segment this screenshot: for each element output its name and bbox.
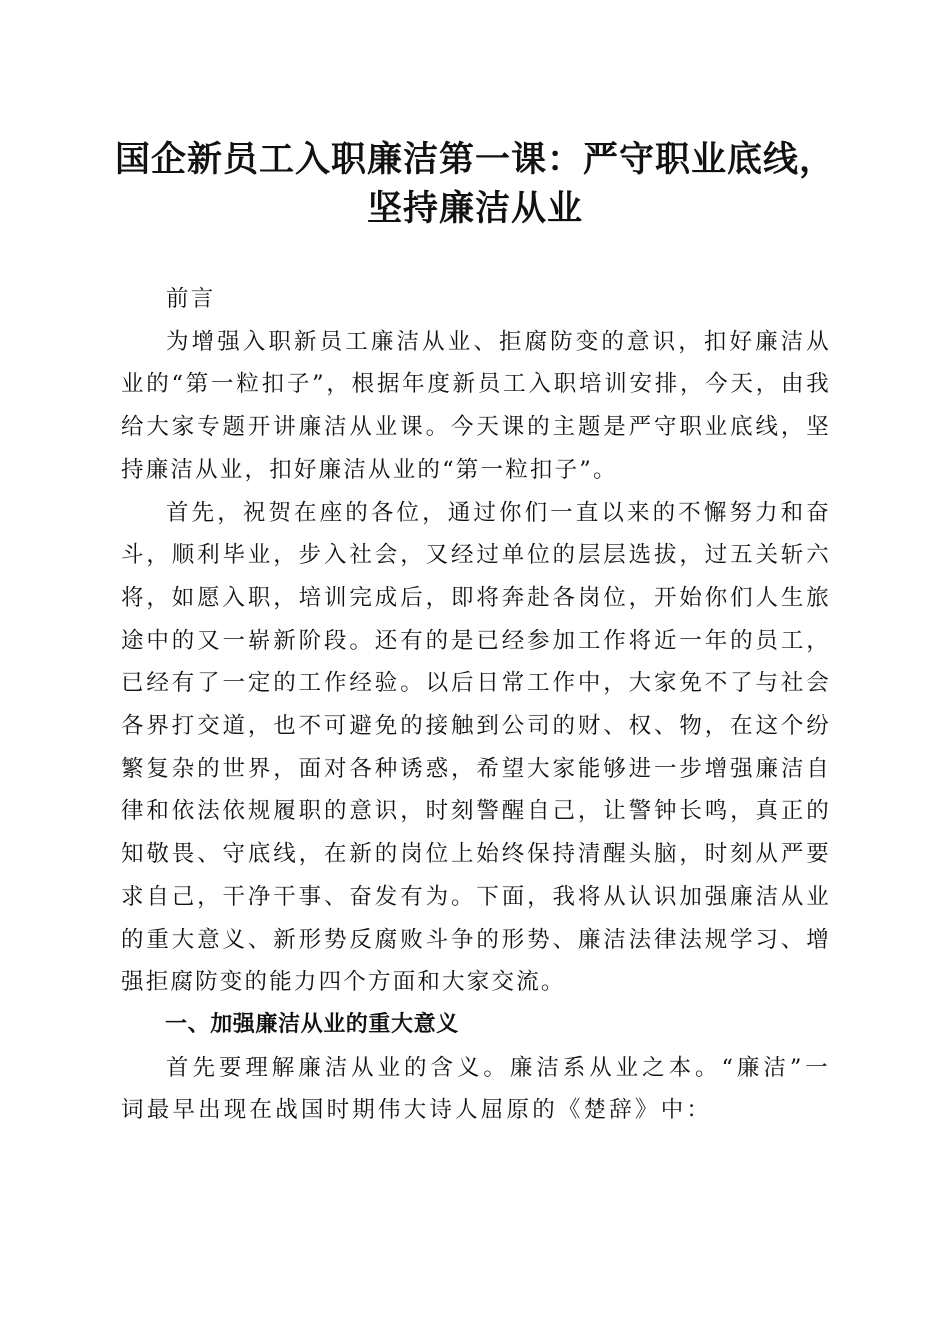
document-body: [121, 278, 831, 1132]
document-title-line-2: 坚持廉洁从业: [366, 188, 583, 229]
body-paragraph: 首先，祝贺在座的各位，通过你们一直以来的不懈努力和奋斗，顺利毕业，步入社会，又经过单位的层层选拔，过五关斩六将，如愿入职，培训完成后，即将奔赴各岗位，开始你们人生旅途中的又一崭新阶段。还有的是已经参加工作将近一年的员工，已经有了一定的工作经验。以后日常工作中，大家免不了与社会各界打交道，也不可避免的接触到公司的财、权、物，在这个纷繁复杂的世界，面对各种诱惑，希望大家能够进一步增强廉洁自律和依法依规履职的意识，时刻警醒自己，让警钟长鸣，真正的知敬畏、守底线，在新的岗位上始终保持清醒头脑，时刻从严要求自己，干净干事、奋发有为。下面，我将从认识加强廉洁从业的重大意义、新形势反腐败斗争的形势、廉洁法律法规学习、增强拒腐防变的能力四个方面和大家交流。: [121, 499, 831, 996]
body-paragraph: 首先要理解廉洁从业的含义。廉洁系从业之本。“廉洁”一词最早出现在战国时期伟大诗人屈原的《楚辞》中：: [121, 1054, 831, 1124]
preface-label: 前言: [166, 286, 216, 312]
section-heading: 一、加强廉洁从业的重大意义: [165, 1011, 459, 1037]
document-title-line-1: 国企新员工入职廉洁第一课：严守职业底线，: [114, 139, 835, 180]
body-paragraph: 为增强入职新员工廉洁从业、拒腐防变的意识，扣好廉洁从业的“第一粒扣子”，根据年度新员工入职培训安排，今天，由我给大家专题开讲廉洁从业课。今天课的主题是严守职业底线，坚持廉洁从业，扣好廉洁从业的“第一粒扣子”。: [121, 328, 831, 483]
